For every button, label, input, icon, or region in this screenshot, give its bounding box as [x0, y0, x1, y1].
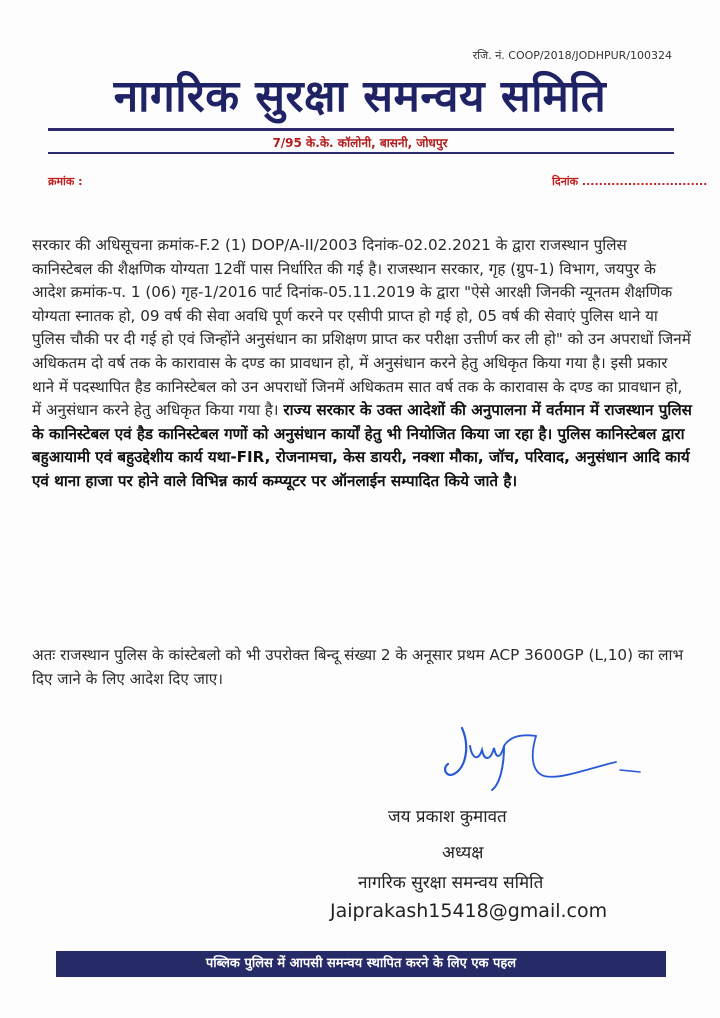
handwritten-signature [440, 706, 660, 796]
signatory-designation: अध्यक्ष [442, 843, 484, 863]
date-label: दिनांक .............................. [552, 175, 708, 188]
signatory-email: Jaiprakash15418@gmail.com [330, 900, 608, 922]
signatory-organization: नागरिक सुरक्षा समन्वय समिति [358, 873, 544, 893]
reference-number-label: क्रमांक : [48, 175, 83, 188]
address-divider [48, 152, 674, 154]
header-divider [48, 128, 674, 131]
signatory-name: जय प्रकाश कुमावत [388, 807, 507, 827]
registration-number: रजि. नं. COOP/2018/JODHPUR/100324 [472, 49, 672, 62]
organization-title: नागरिक सुरक्षा समन्वय समिति [113, 71, 607, 122]
organization-address: 7/95 के.के. कॉलोनी, बासनी, जोधपुर [272, 136, 448, 150]
body-paragraph-1-bold: राज्य सरकार के उक्त आदेशों की अनुपालना में वर्तमान में राजस्थान पुलिस के कानिस्टेबल एवं हैड कानिस्टेबल गणों को अनुसंधान कार्यों हेतु भी नियोजित किया जा रहा है। पुलिस कानिस्टेबल द्वारा बहुआयामी एवं बहुउद्देशीय कार्य यथा-FIR, रोजनामचा, केस डायरी, नक्शा मौका, जॉच, परिवाद, अनुसंधान आदि कार्य एवं थाना हाजा पर होने वाले विभिन्न कार्य कम्प्यूटर पर ऑनलाईन सम्पादित किये जाते है। [32, 401, 692, 490]
body-paragraph-1-text: सरकार की अधिसूचना क्रमांक-F.2 (1) DOP/A-II/2003 दिनांक-02.02.2021 के द्वारा राजस्थान पुलिस कानिस्टेबल की शैक्षणिक योग्यता 12वीं पास निर्धारित की गई है। राजस्थान सरकार, गृह (ग्रुप-1) विभाग, जयपुर के आदेश क्रमांक-प. 1 (06) गृह-1/2016 पार्ट दिनांक-05.11.2019 के द्वारा "ऐसे आरक्षी जिनकी न्यूनतम शैक्षणिक योग्यता स्नातक हो, 09 वर्ष की सेवा अवधि पूर्ण करने पर एसीपी प्राप्त हो गई हो, 05 वर्ष की सेवाएं पुलिस थाने या पुलिस चौकी पर दी गई हो एवं जिन्होंने अनुसंधान का प्रशिक्षण प्राप्त कर परीक्षा उत्तीर्ण कर ली हो" को उन अपराधों जिनमें अधिकतम दो वर्ष तक के कारावास के दण्ड का प्रावधान हो, में अनुसंधान करने हेतु अधिकृत किया गया है। इसी प्रकार थाने में पदस्थापित हैड कानिस्टेबल को उन अपराधों जिनमें अधिकतम सात वर्ष तक के कारावास के दण्ड का प्रावधान हो, में अनुसंधान करने हेतु अधिकृत किया गया है। [32, 236, 691, 420]
body-paragraph-2: अतः राजस्थान पुलिस के कांस्टेबलो को भी उपरोक्त बिन्दू संख्या 2 के अनूसार प्रथम ACP 3600GP (L,10) का लाभ दिए जाने के लिए आदेश दिए जाए। [32, 646, 684, 688]
footer-slogan-banner: पब्लिक पुलिस में आपसी समन्वय स्थापित करने के लिए एक पहल [56, 951, 666, 977]
body-paragraph-1 [32, 234, 692, 494]
